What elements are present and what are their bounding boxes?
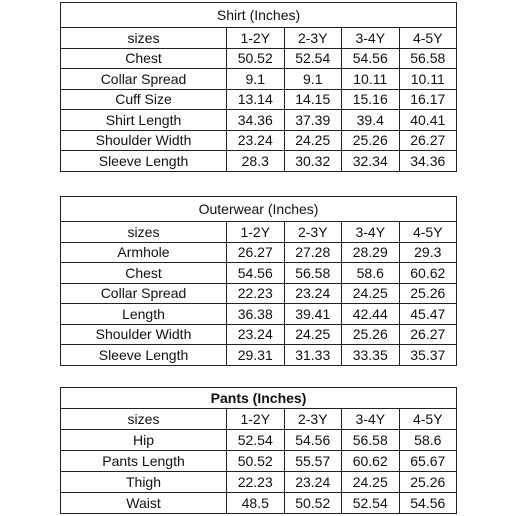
header-cell: 3-4Y [342, 409, 400, 430]
table-cell: 34.36 [399, 151, 457, 172]
row-label: Sleeve Length [61, 345, 227, 366]
header-cell: 3-4Y [342, 28, 400, 49]
table-row [61, 242, 457, 263]
row-label: Hip [61, 430, 227, 451]
table-row [61, 48, 457, 69]
table-cell: 56.58 [399, 48, 457, 69]
table-cell: 26.27 [399, 130, 457, 151]
table-cell: 60.62 [399, 263, 457, 284]
table-header-row [61, 409, 457, 430]
row-label: Chest [61, 263, 227, 284]
outerwear-size-table [60, 196, 457, 366]
table-row [61, 69, 457, 90]
table-cell: 48.5 [227, 493, 285, 514]
table-cell: 65.67 [399, 451, 457, 472]
table-cell: 22.23 [227, 472, 285, 493]
table-cell: 42.44 [342, 304, 400, 325]
table-cell: 34.36 [227, 110, 285, 131]
table-cell: 27.28 [284, 242, 342, 263]
header-cell: 1-2Y [227, 28, 285, 49]
table-cell: 35.37 [399, 345, 457, 366]
table-cell: 25.26 [342, 130, 400, 151]
table-cell: 50.52 [227, 451, 285, 472]
table-cell: 23.24 [227, 130, 285, 151]
table-cell: 39.4 [342, 110, 400, 131]
table-cell: 32.34 [342, 151, 400, 172]
table-row [61, 430, 457, 451]
table-cell: 56.58 [342, 430, 400, 451]
row-label: Armhole [61, 242, 227, 263]
table-cell: 40.41 [399, 110, 457, 131]
row-label: Waist [61, 493, 227, 514]
row-label: Shoulder Width [61, 130, 227, 151]
row-label: Shirt Length [61, 110, 227, 131]
table-row [61, 89, 457, 110]
table-row [61, 472, 457, 493]
table-cell: 23.24 [284, 472, 342, 493]
table-cell: 54.56 [342, 48, 400, 69]
table-cell: 24.25 [284, 324, 342, 345]
table-cell: 24.25 [284, 130, 342, 151]
table-cell: 26.27 [399, 324, 457, 345]
table-cell: 23.24 [284, 283, 342, 304]
row-label: Thigh [61, 472, 227, 493]
row-label: Shoulder Width [61, 324, 227, 345]
table-cell: 31.33 [284, 345, 342, 366]
header-cell: 4-5Y [399, 409, 457, 430]
table-cell: 25.26 [342, 324, 400, 345]
table-cell: 52.54 [342, 493, 400, 514]
table-row [61, 110, 457, 131]
table-cell: 29.31 [227, 345, 285, 366]
header-cell: 4-5Y [399, 222, 457, 243]
pants-size-table [60, 387, 457, 514]
table-cell: 22.23 [227, 283, 285, 304]
table-cell: 26.27 [227, 242, 285, 263]
table-cell: 24.25 [342, 472, 400, 493]
table-cell: 54.56 [284, 430, 342, 451]
header-cell: 2-3Y [284, 222, 342, 243]
table-row [61, 493, 457, 514]
table-cell: 15.16 [342, 89, 400, 110]
table-cell: 37.39 [284, 110, 342, 131]
header-cell: 1-2Y [227, 222, 285, 243]
table-cell: 52.54 [284, 48, 342, 69]
row-label: Collar Spread [61, 283, 227, 304]
table-row [61, 263, 457, 284]
table-title: Shirt (Inches) [61, 3, 457, 28]
table-cell: 10.11 [399, 69, 457, 90]
table-cell: 54.56 [227, 263, 285, 284]
table-cell: 58.6 [399, 430, 457, 451]
row-label: Pants Length [61, 451, 227, 472]
table-cell: 23.24 [227, 324, 285, 345]
table-cell: 25.26 [399, 283, 457, 304]
table-cell: 25.26 [399, 472, 457, 493]
table-header-row [61, 28, 457, 49]
table-cell: 28.29 [342, 242, 400, 263]
table-cell: 33.35 [342, 345, 400, 366]
row-label: Sleeve Length [61, 151, 227, 172]
header-cell: sizes [61, 409, 227, 430]
table-cell: 28.3 [227, 151, 285, 172]
table-row [61, 130, 457, 151]
table-cell: 45.47 [399, 304, 457, 325]
header-cell: sizes [61, 28, 227, 49]
table-title: Pants (Inches) [61, 388, 457, 409]
table-cell: 9.1 [227, 69, 285, 90]
table-row [61, 304, 457, 325]
table-row [61, 283, 457, 304]
table-cell: 29.3 [399, 242, 457, 263]
table-cell: 52.54 [227, 430, 285, 451]
table-cell: 16.17 [399, 89, 457, 110]
table-cell: 39.41 [284, 304, 342, 325]
table-cell: 14.15 [284, 89, 342, 110]
table-title: Outerwear (Inches) [61, 197, 457, 222]
table-cell: 58.6 [342, 263, 400, 284]
header-cell: 2-3Y [284, 28, 342, 49]
row-label: Collar Spread [61, 69, 227, 90]
row-label: Length [61, 304, 227, 325]
table-cell: 9.1 [284, 69, 342, 90]
row-label: Chest [61, 48, 227, 69]
header-cell: 1-2Y [227, 409, 285, 430]
table-cell: 55.57 [284, 451, 342, 472]
table-cell: 60.62 [342, 451, 400, 472]
table-header-row [61, 222, 457, 243]
table-cell: 10.11 [342, 69, 400, 90]
table-cell: 30.32 [284, 151, 342, 172]
table-row [61, 151, 457, 172]
table-cell: 56.58 [284, 263, 342, 284]
header-cell: 2-3Y [284, 409, 342, 430]
row-label: Cuff Size [61, 89, 227, 110]
table-cell: 50.52 [284, 493, 342, 514]
table-cell: 36.38 [227, 304, 285, 325]
header-cell: 4-5Y [399, 28, 457, 49]
table-row [61, 324, 457, 345]
header-cell: 3-4Y [342, 222, 400, 243]
table-row [61, 345, 457, 366]
table-cell: 50.52 [227, 48, 285, 69]
table-cell: 54.56 [399, 493, 457, 514]
shirt-size-table [60, 2, 457, 172]
table-row [61, 451, 457, 472]
table-cell: 13.14 [227, 89, 285, 110]
header-cell: sizes [61, 222, 227, 243]
table-cell: 24.25 [342, 283, 400, 304]
